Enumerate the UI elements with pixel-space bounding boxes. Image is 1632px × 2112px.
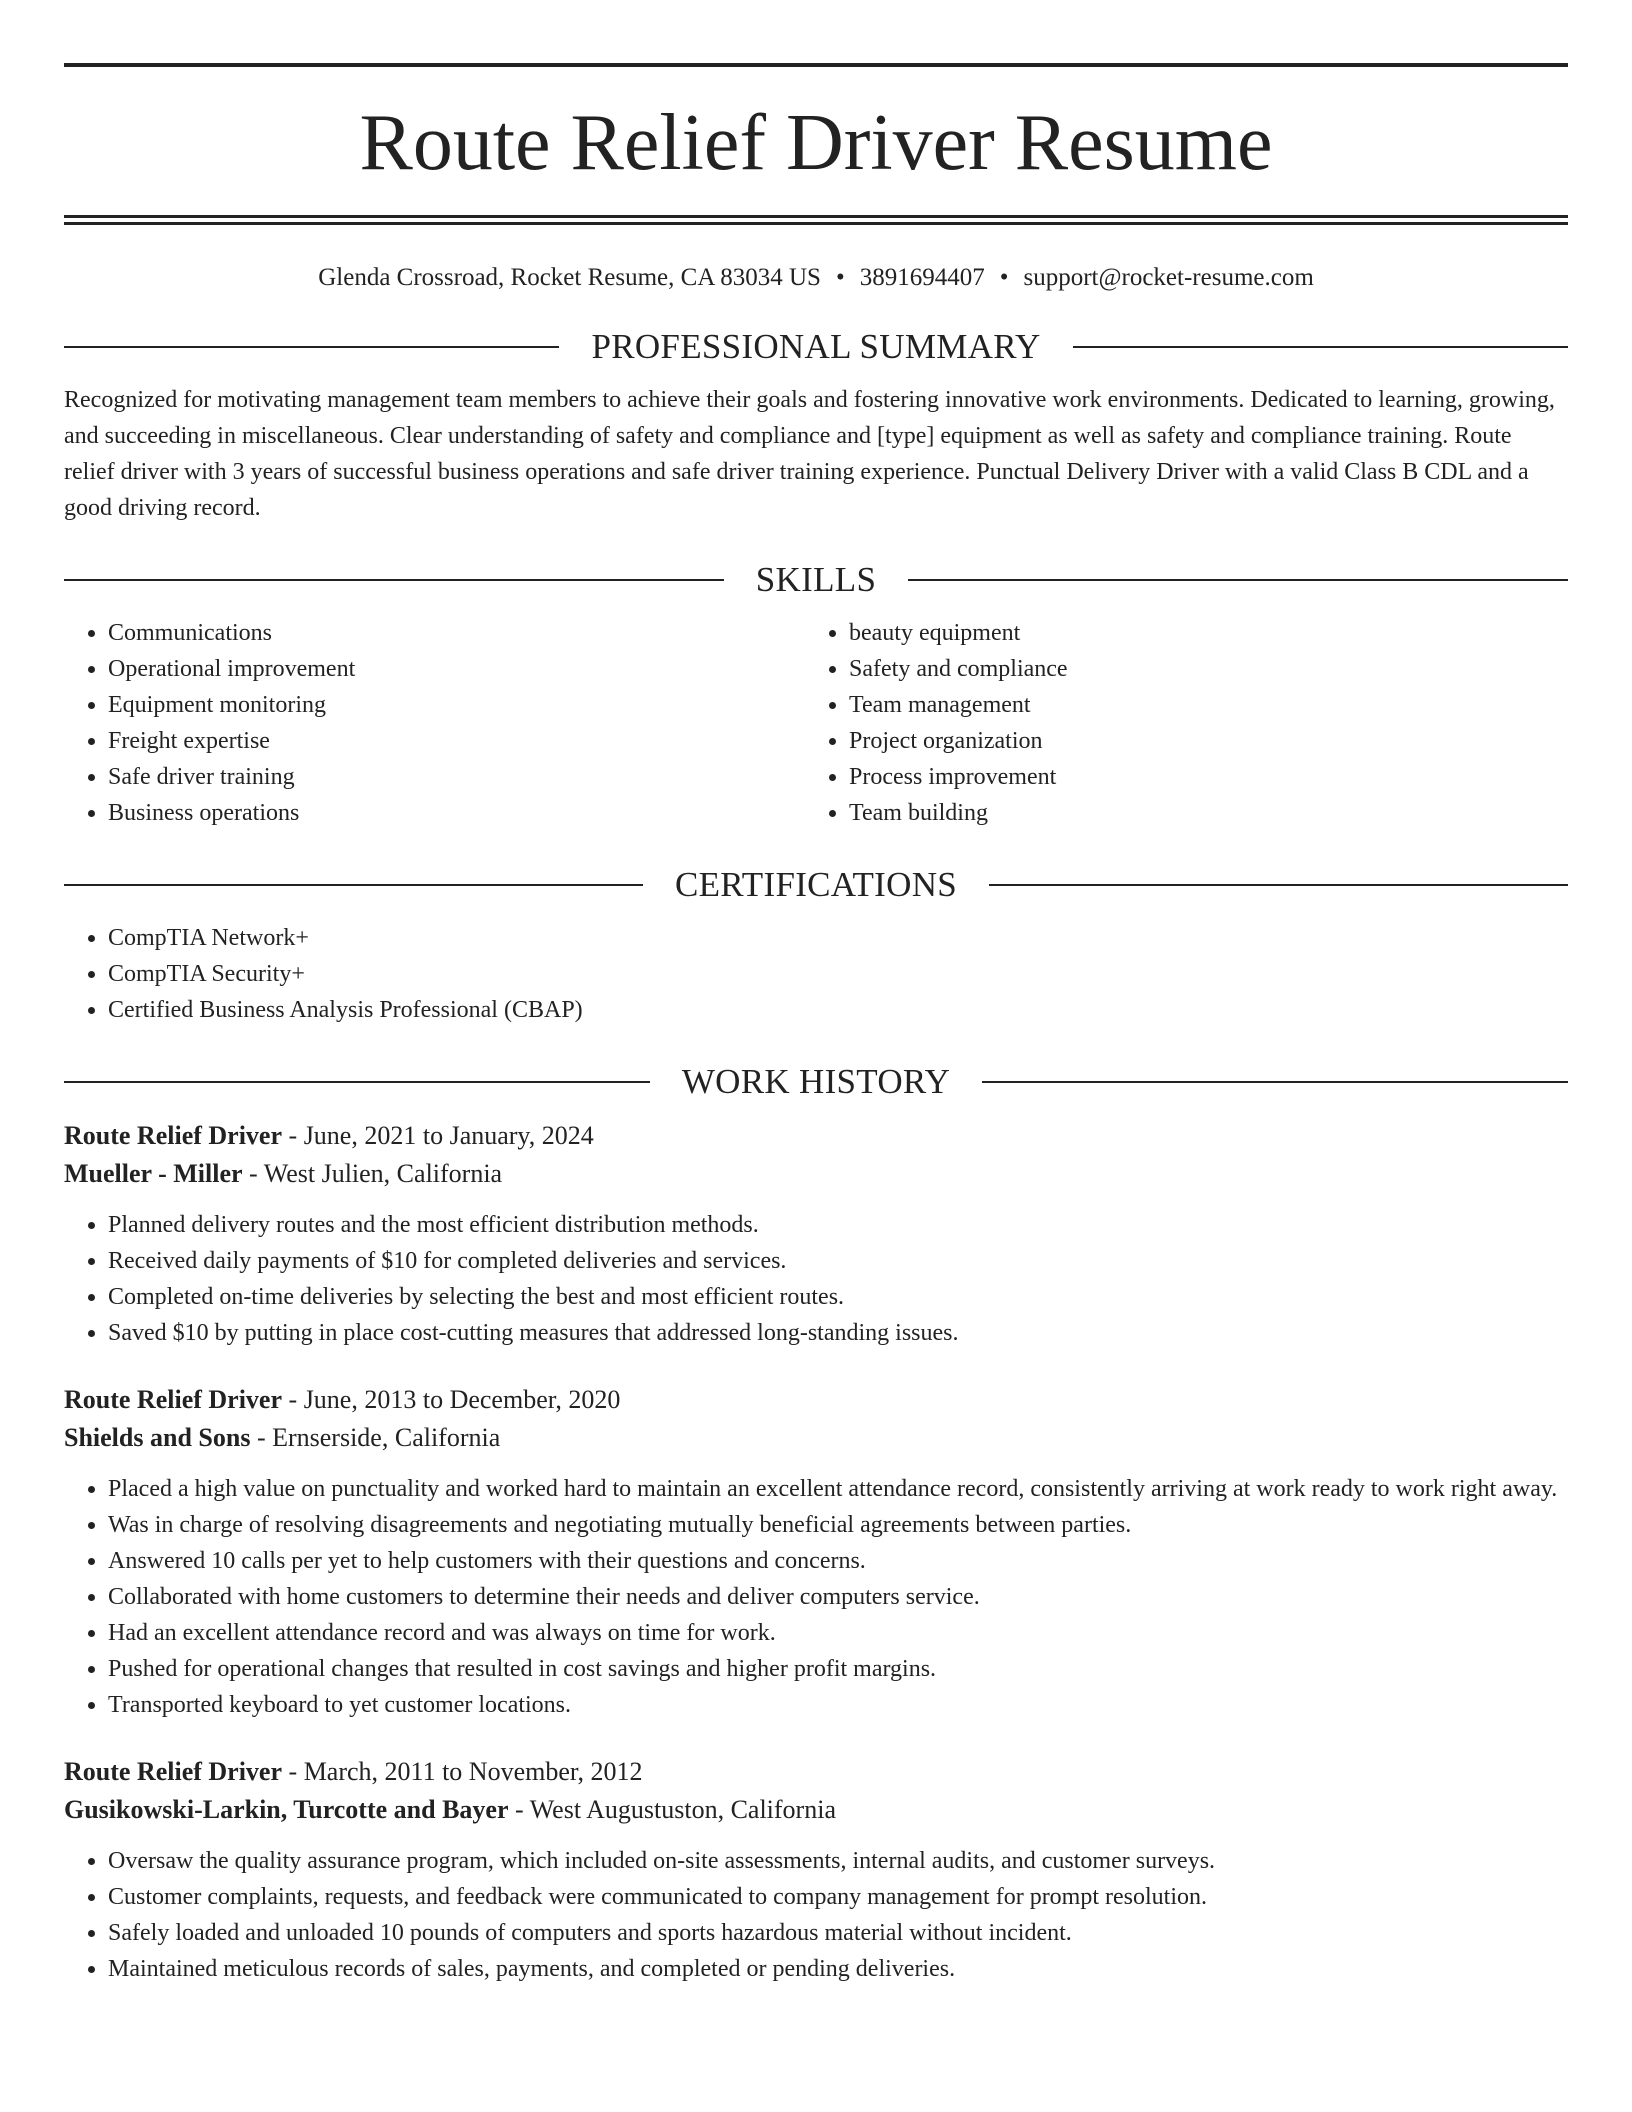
job-bullet: • Saved $10 by putting in place cost-cutting measures that addressed long-standing issues. [108, 1315, 1568, 1351]
contact-email[interactable]: support@rocket-resume.com [1023, 264, 1314, 291]
skill-item: • Business operations [108, 795, 827, 831]
skill-item: • Project organization [849, 723, 1568, 759]
page-title: Route Relief Driver Resume [359, 99, 1273, 187]
work-history [64, 1117, 1568, 1987]
job-bullet: • Had an excellent attendance record and was always on time for work. [108, 1615, 1568, 1651]
skills-grid [64, 615, 1568, 831]
job-title: Route Relief Driver [64, 1757, 283, 1786]
job-company: Gusikowski-Larkin, Turcotte and Bayer [64, 1795, 509, 1824]
job-bullet: • Completed on-time deliveries by selecting the best and most efficient routes. [108, 1279, 1568, 1315]
job-company-line [64, 1791, 1568, 1829]
skills-list-left [64, 615, 827, 831]
certification-item: • CompTIA Network+ [108, 920, 1568, 956]
job-bullet: • Collaborated with home customers to determine their needs and deliver computers service. [108, 1579, 1568, 1615]
job-bullet: • Received daily payments of $10 for completed deliveries and services. [108, 1243, 1568, 1279]
section-heading-label: PROFESSIONAL SUMMARY [591, 327, 1041, 366]
heading-rule-left [64, 884, 643, 886]
section-heading-label: CERTIFICATIONS [674, 865, 958, 904]
contact-line [64, 263, 1568, 293]
section-heading-skills [64, 562, 1568, 597]
section-heading-label: SKILLS [755, 560, 877, 599]
job-bullets [64, 1843, 1568, 1987]
job-entry [64, 1381, 1568, 1723]
top-rule [64, 63, 1568, 67]
skills-list-right [827, 615, 1568, 831]
heading-rule-right [908, 579, 1568, 581]
job-company-line [64, 1419, 1568, 1457]
skill-item: • Equipment monitoring [108, 687, 827, 723]
skill-item: • Operational improvement [108, 651, 827, 687]
contact-separator: • [999, 264, 1009, 291]
skill-item: • beauty equipment [849, 615, 1568, 651]
job-title-line [64, 1381, 1568, 1419]
job-company: Shields and Sons [64, 1423, 251, 1452]
summary-text: Recognized for motivating management team members to achieve their goals and fostering innovative work environments. Dedicated to learning, growing, and succeeding in miscellaneous. Clear understanding of safety and compliance and [type] equipment as well as safety and compliance training. Route relief driver with 3 years of successful business operations and safe driver training experience. Punctual Delivery Driver with a valid Class B CDL and a good driving record. [64, 387, 1555, 521]
skill-item: • Team building [849, 795, 1568, 831]
job-bullet: • Answered 10 calls per yet to help customers with their questions and concerns. [108, 1543, 1568, 1579]
job-location: - West Julien, California [242, 1159, 503, 1188]
contact-separator: • [835, 264, 845, 291]
job-entry [64, 1117, 1568, 1351]
certification-item: • CompTIA Security+ [108, 956, 1568, 992]
heading-rule-right [989, 884, 1568, 886]
job-bullet: • Planned delivery routes and the most efficient distribution methods. [108, 1207, 1568, 1243]
job-bullet: • Oversaw the quality assurance program, which included on-site assessments, internal audits, and customer surveys. [108, 1843, 1568, 1879]
job-bullets [64, 1471, 1568, 1723]
job-title-line [64, 1753, 1568, 1791]
skill-item: • Safe driver training [108, 759, 827, 795]
job-bullet: • Safely loaded and unloaded 10 pounds of computers and sports hazardous material without incident. [108, 1915, 1568, 1951]
heading-rule-right [982, 1081, 1568, 1083]
skill-item: • Freight expertise [108, 723, 827, 759]
job-bullets [64, 1207, 1568, 1351]
heading-rule-right [1073, 346, 1568, 348]
skill-item: • Team management [849, 687, 1568, 723]
job-bullet: • Pushed for operational changes that resulted in cost savings and higher profit margins. [108, 1651, 1568, 1687]
contact-phone: 3891694407 [859, 264, 985, 291]
certifications-list [64, 920, 1568, 1028]
job-dates: - June, 2021 to January, 2024 [282, 1121, 594, 1150]
section-heading-certifications [64, 867, 1568, 902]
heading-rule-left [64, 1081, 650, 1083]
section-heading-label: WORK HISTORY [681, 1062, 951, 1101]
job-bullet: • Maintained meticulous records of sales, payments, and completed or pending deliveries. [108, 1951, 1568, 1987]
job-bullet: • Customer complaints, requests, and feedback were communicated to company management for prompt resolution. [108, 1879, 1568, 1915]
contact-address: Glenda Crossroad, Rocket Resume, CA 83034 US [318, 264, 821, 291]
job-bullet: • Was in charge of resolving disagreements and negotiating mutually beneficial agreements between parties. [108, 1507, 1568, 1543]
section-heading-summary [64, 329, 1568, 364]
job-bullet: • Transported keyboard to yet customer locations. [108, 1687, 1568, 1723]
job-company: Mueller - Miller [64, 1159, 243, 1188]
job-title-line [64, 1117, 1568, 1155]
job-title: Route Relief Driver [64, 1385, 283, 1414]
skill-item: • Safety and compliance [849, 651, 1568, 687]
job-company-line [64, 1155, 1568, 1193]
job-bullet: • Placed a high value on punctuality and worked hard to maintain an excellent attendance record, consistently arriving at work ready to work right away. [108, 1471, 1568, 1507]
job-location: - West Augustuston, California [508, 1795, 836, 1824]
job-dates: - June, 2013 to December, 2020 [282, 1385, 621, 1414]
job-title: Route Relief Driver [64, 1121, 283, 1150]
title-double-rule [64, 215, 1568, 225]
heading-rule-left [64, 346, 559, 348]
certification-item: • Certified Business Analysis Professional (CBAP) [108, 992, 1568, 1028]
section-heading-work [64, 1064, 1568, 1099]
skill-item: • Process improvement [849, 759, 1568, 795]
job-entry [64, 1753, 1568, 1987]
job-location: - Ernserside, California [250, 1423, 501, 1452]
heading-rule-left [64, 579, 724, 581]
job-dates: - March, 2011 to November, 2012 [282, 1757, 643, 1786]
skill-item: • Communications [108, 615, 827, 651]
